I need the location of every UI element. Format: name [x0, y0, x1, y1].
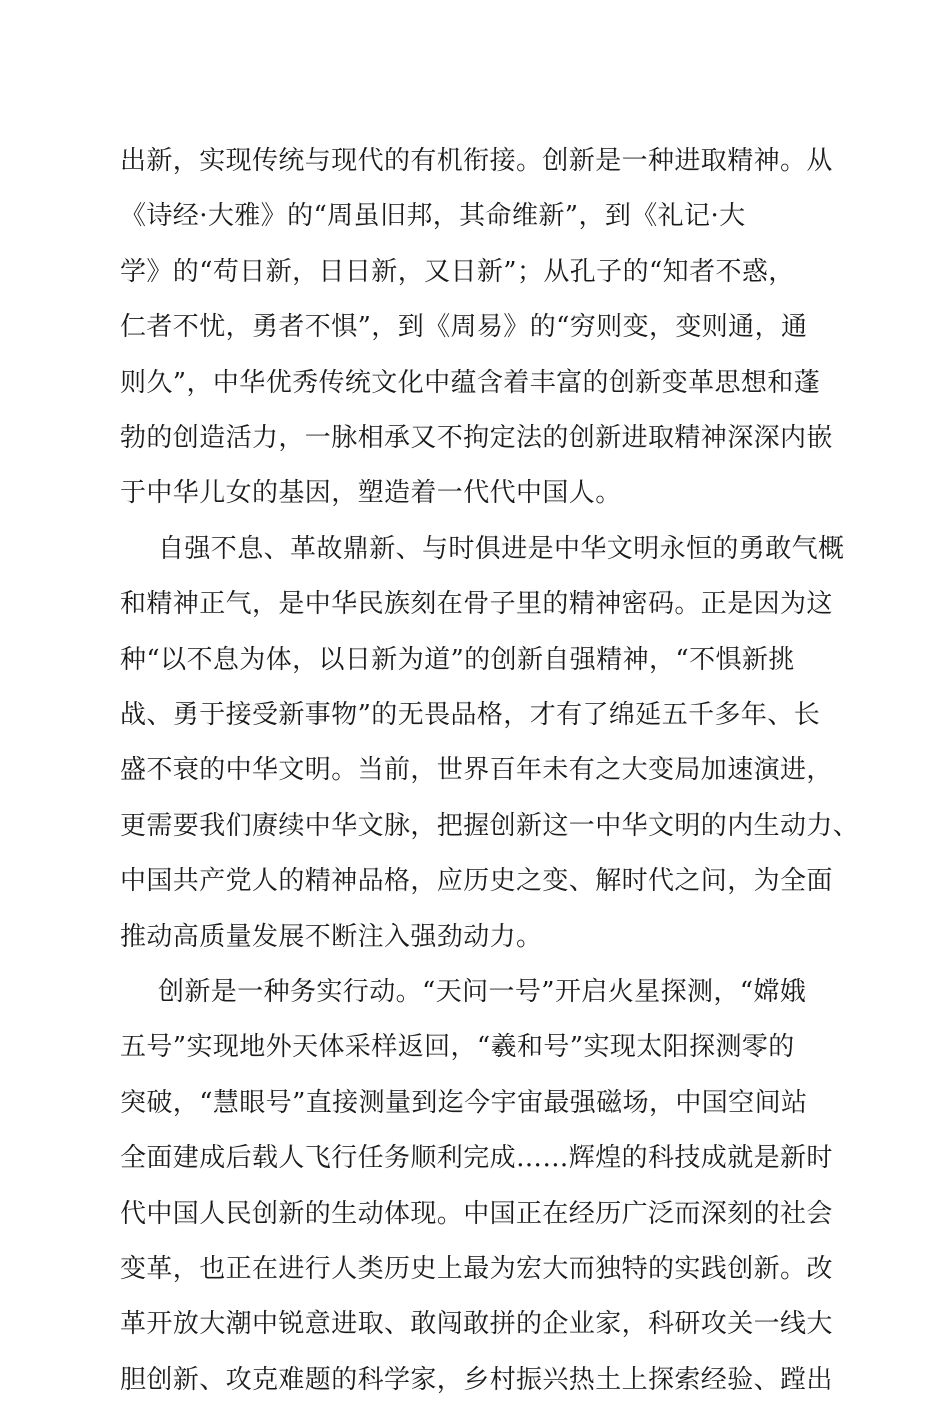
paragraph-first-line: 创新是一种务实行动。“天问一号”开启火星探测，“嫦娥	[158, 977, 807, 1007]
text-line: 出新，实现传统与现代的有机衔接。创新是一种进取精神。从	[120, 146, 833, 176]
text-line: 胆创新、攻克难题的科学家，乡村振兴热土上探索经验、蹚出	[120, 1365, 833, 1395]
text-line: 《诗经·大雅》的“周虽旧邦，其命维新”，到《礼记·大	[120, 201, 746, 231]
text-line: 变革，也正在进行人类历史上最为宏大而独特的实践创新。改	[120, 1254, 833, 1284]
text-line: 则久”，中华优秀传统文化中蕴含着丰富的创新变革思想和蓬	[120, 368, 821, 398]
text-line: 学》的“苟日新，日日新，又日新”；从孔子的“知者不惑，	[120, 257, 795, 287]
text-line: 更需要我们赓续中华文脉，把握创新这一中华文明的内生动力、	[120, 811, 860, 841]
text-line: 和精神正气，是中华民族刻在骨子里的精神密码。正是因为这	[120, 589, 833, 619]
text-line: 盛不衰的中华文明。当前，世界百年未有之大变局加速演进，	[120, 755, 833, 785]
text-line: 中国共产党人的精神品格，应历史之变、解时代之问，为全面	[120, 866, 833, 896]
text-line: 战、勇于接受新事物”的无畏品格，才有了绵延五千多年、长	[120, 700, 821, 730]
text-line: 推动高质量发展不断注入强劲动力。	[120, 922, 543, 952]
text-line: 勃的创造活力，一脉相承又不拘定法的创新进取精神深深内嵌	[120, 423, 833, 453]
text-line: 全面建成后载人飞行任务顺利完成……辉煌的科技成就是新时	[120, 1143, 833, 1173]
text-line: 于中华儿女的基因，塑造着一代代中国人。	[120, 478, 622, 508]
text-line: 代中国人民创新的生动体现。中国正在经历广泛而深刻的社会	[120, 1199, 833, 1229]
text-line: 仁者不忧，勇者不惧”，到《周易》的“穷则变，变则通，通	[120, 312, 808, 342]
text-line: 革开放大潮中锐意进取、敢闯敢拼的企业家，科研攻关一线大	[120, 1309, 833, 1339]
paragraph-first-line: 自强不息、革故鼎新、与时俱进是中华文明永恒的勇敢气概	[158, 534, 845, 564]
text-line: 五号”实现地外天体采样返回，“羲和号”实现太阳探测零的	[120, 1032, 795, 1062]
text-line: 种“以不息为体，以日新为道”的创新自强精神，“不惧新挑	[120, 645, 795, 675]
text-line: 突破，“慧眼号”直接测量到迄今宇宙最强磁场，中国空间站	[120, 1088, 808, 1118]
